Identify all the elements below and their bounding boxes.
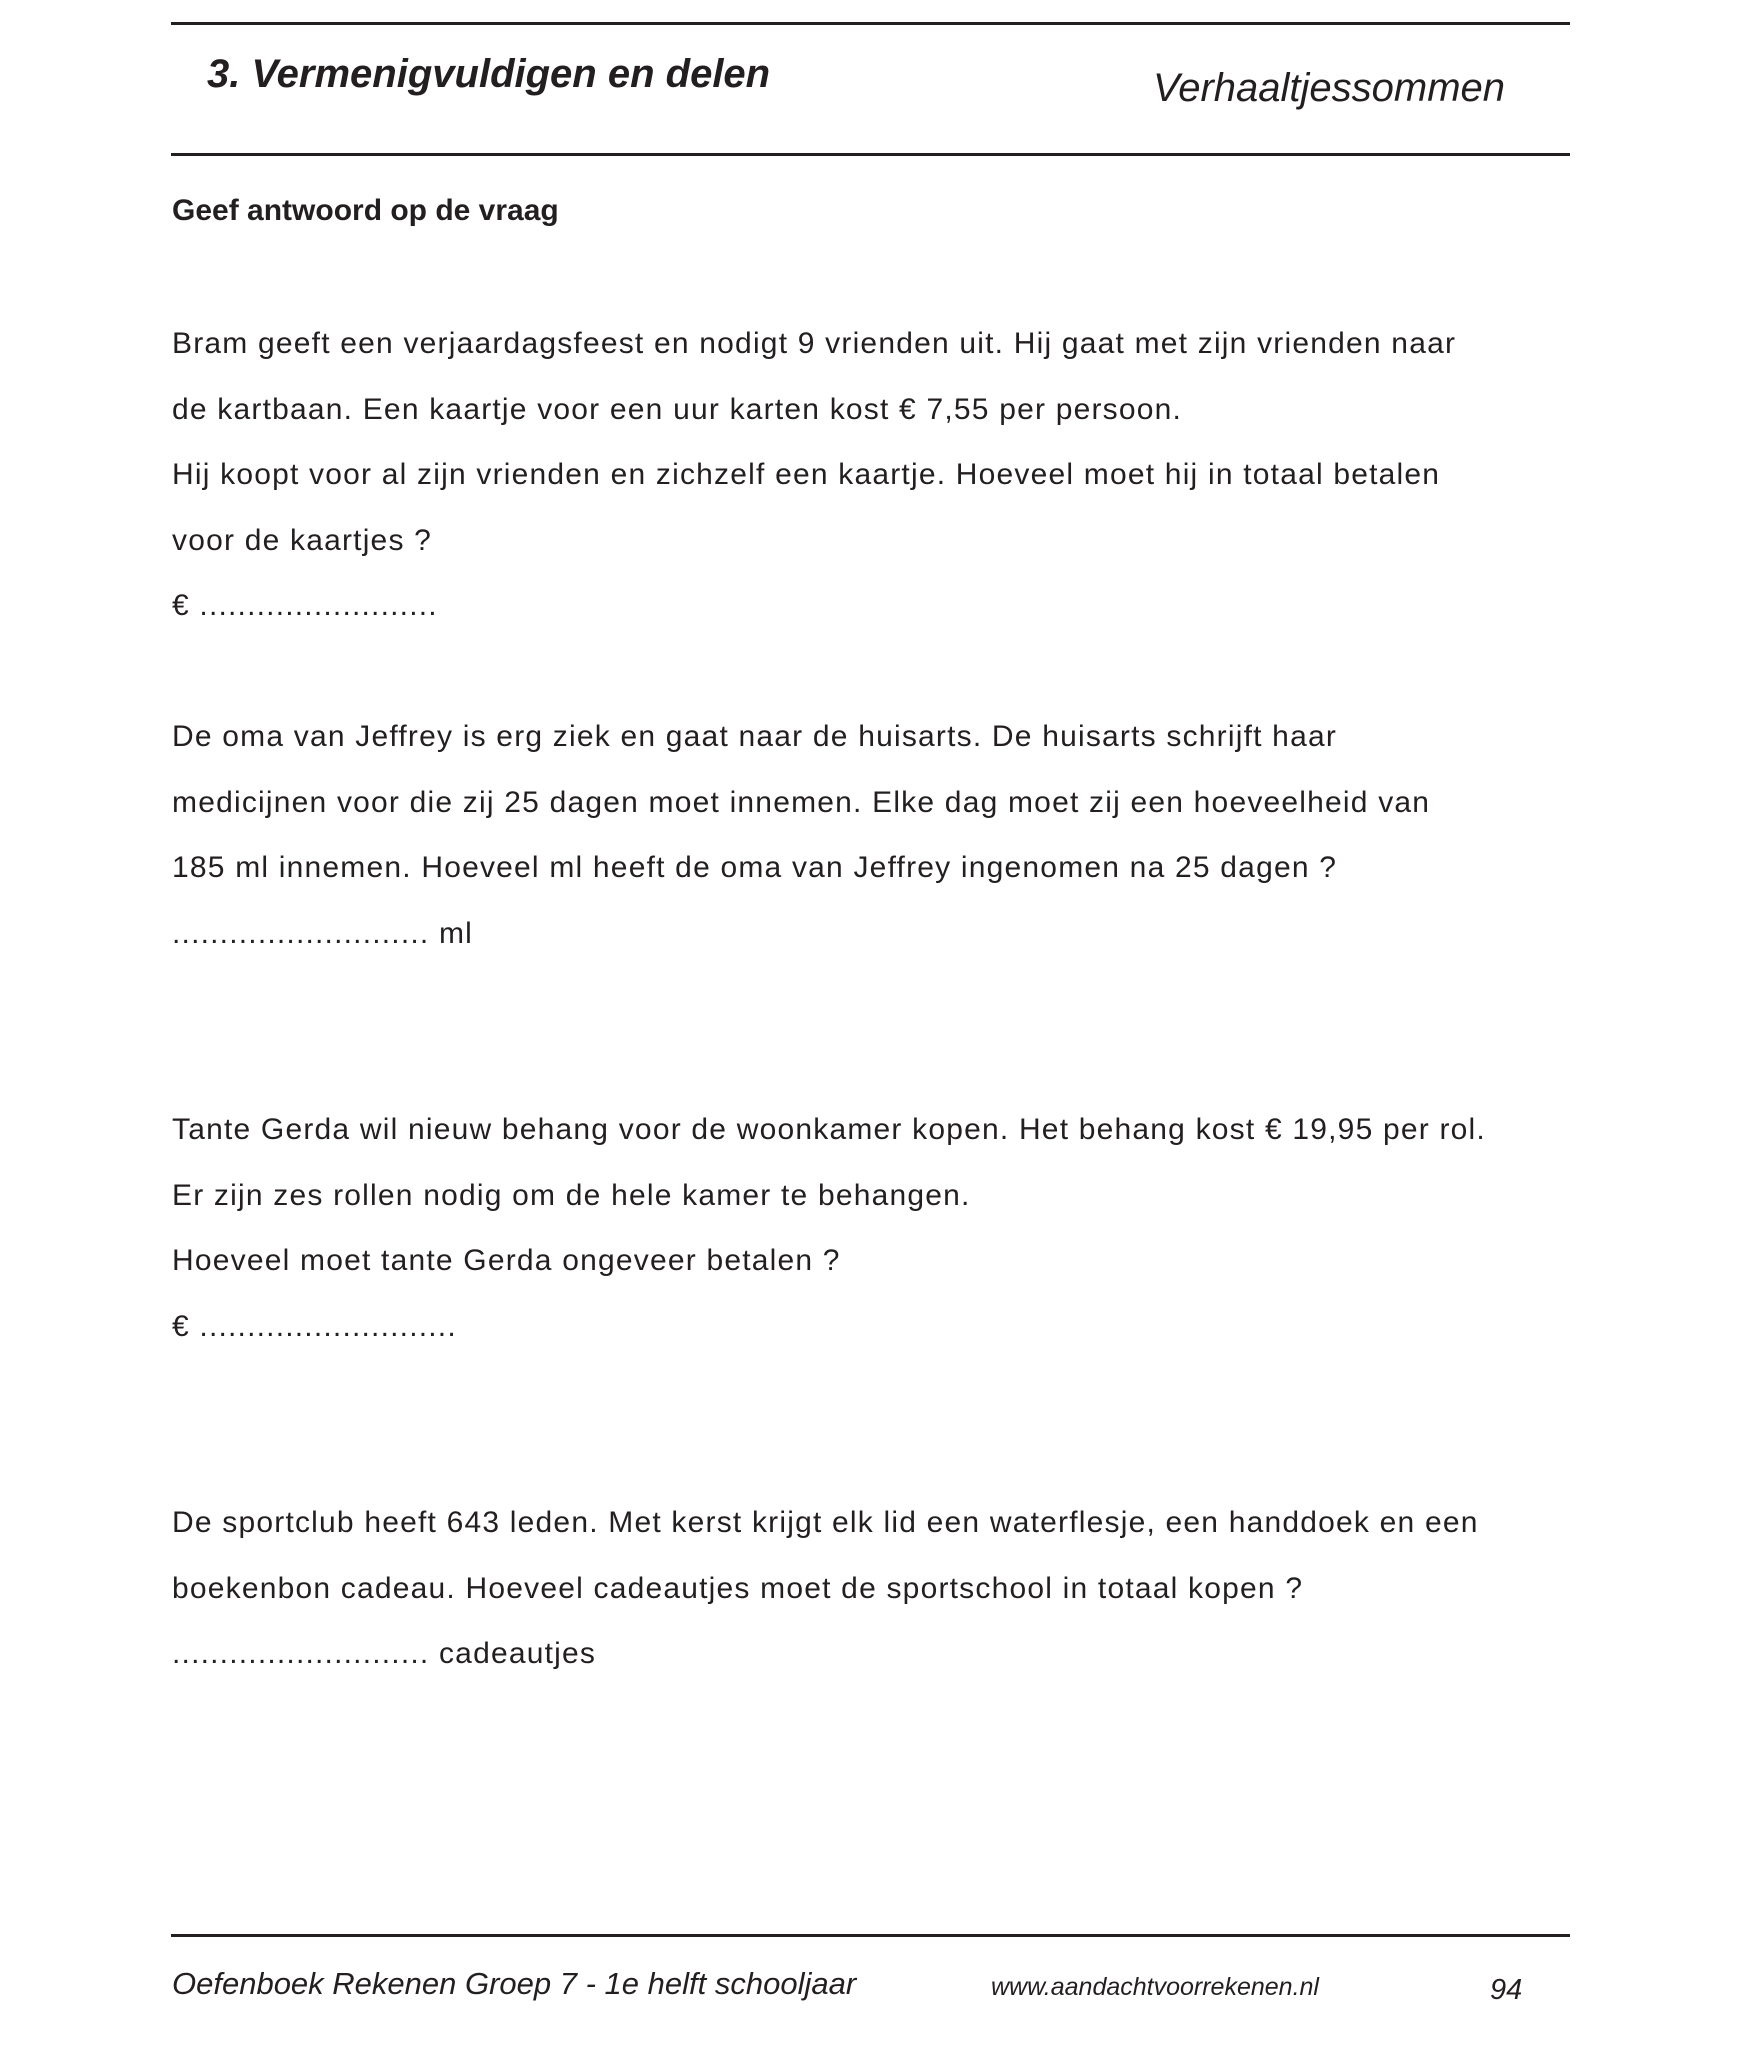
question-line: de kartbaan. Een kaartje voor een uur karten kost € 7,55 per persoon. <box>172 392 1183 426</box>
answer-line: € ......................... <box>172 589 438 622</box>
chapter-title: 3. Vermenigvuldigen en delen <box>207 52 771 96</box>
exercise-3 <box>172 1097 1592 1359</box>
question-line: De oma van Jeffrey is erg ziek en gaat naar de huisarts. De huisarts schrijft haar <box>172 720 1338 753</box>
question-line: medicijnen voor die zij 25 dagen moet innemen. Elke dag moet zij een hoeveelheid van <box>172 785 1431 819</box>
page-number: 94 <box>1490 1974 1523 2006</box>
question-line: 185 ml innemen. Hoeveel ml heeft de oma van Jeffrey ingenomen na 25 dagen ? <box>172 851 1338 884</box>
answer-line: ........................... cadeautjes <box>172 1637 597 1670</box>
exercise-2 <box>172 704 1592 966</box>
answer-line: € ........................... <box>172 1309 457 1343</box>
question-line: Er zijn zes rollen nodig om de hele kamer te behangen. <box>172 1178 971 1212</box>
question-line: boekenbon cadeau. Hoeveel cadeautjes moet de sportschool in totaal kopen ? <box>172 1571 1304 1605</box>
footer-rule <box>171 1934 1570 1937</box>
exercise-4 <box>172 1490 1592 1687</box>
footer-website: www.aandachtvoorrekenen.nl <box>991 1973 1319 2001</box>
answer-line: ........................... ml <box>172 916 474 950</box>
instruction-heading: Geef antwoord op de vraag <box>172 194 559 227</box>
section-title: Verhaaltjessommen <box>1153 66 1506 110</box>
question-line: Hoeveel moet tante Gerda ongeveer betalen ? <box>172 1244 841 1277</box>
question-line: Tante Gerda wil nieuw behang voor de woonkamer kopen. Het behang kost € 19,95 per rol. <box>172 1113 1486 1146</box>
header-bottom-rule <box>171 153 1570 156</box>
question-line: voor de kaartjes ? <box>172 523 433 557</box>
header-top-rule <box>171 22 1570 25</box>
question-line: De sportclub heeft 643 leden. Met kerst krijgt elk lid een waterflesje, een handdoek en een <box>172 1506 1479 1539</box>
question-line: Hij koopt voor al zijn vrienden en zichzelf een kaartje. Hoeveel moet hij in totaal betalen <box>172 458 1441 491</box>
question-line: Bram geeft een verjaardagsfeest en nodigt 9 vrienden uit. Hij gaat met zijn vrienden naar <box>172 327 1457 360</box>
exercise-1 <box>172 311 1592 639</box>
footer-book-title: Oefenboek Rekenen Groep 7 - 1e helft schooljaar <box>172 1966 857 2001</box>
